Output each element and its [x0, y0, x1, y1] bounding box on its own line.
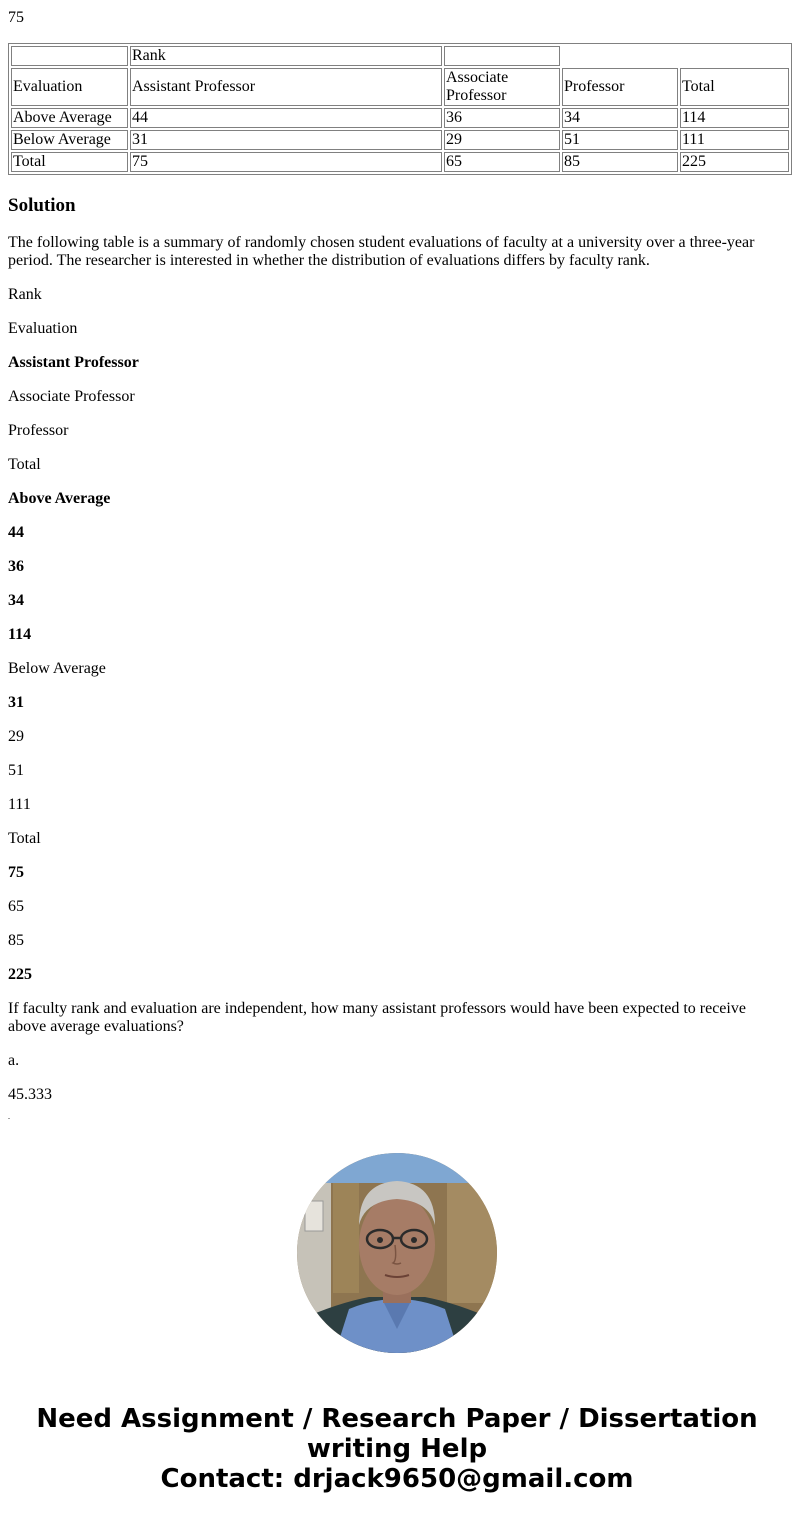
list-item: 75	[8, 864, 24, 881]
rank-evaluation-table	[8, 43, 792, 175]
table-cell: Associate Professor	[444, 68, 560, 106]
list-item: 31	[8, 694, 24, 711]
stray-dot: .	[8, 1112, 10, 1121]
list-item: 225	[8, 966, 32, 983]
list-item: Total	[8, 830, 41, 847]
list-item: 65	[8, 898, 24, 915]
list-item: 44	[8, 524, 24, 541]
table-row	[11, 68, 789, 106]
table-cell: 51	[562, 130, 678, 150]
list-item: Above Average	[8, 490, 111, 507]
list-item: 34	[8, 592, 24, 609]
list-item: Associate Professor	[8, 388, 135, 405]
table-cell: 36	[444, 108, 560, 128]
table-cell: 65	[444, 152, 560, 172]
list-item: Total	[8, 456, 41, 473]
list-item: Assistant Professor	[8, 354, 139, 371]
table-cell: Below Average	[11, 130, 128, 150]
table-cell: 31	[130, 130, 442, 150]
list-item: 29	[8, 728, 24, 745]
table-row	[11, 152, 789, 172]
option-label: a.	[8, 1052, 20, 1069]
table-cell: 34	[562, 108, 678, 128]
table-cell: Assistant Professor	[130, 68, 442, 106]
avatar	[297, 1153, 497, 1353]
table-row	[11, 130, 789, 150]
table-cell: 114	[680, 108, 789, 128]
table-cell: Total	[680, 68, 789, 106]
table-cell: 29	[444, 130, 560, 150]
table-cell: 85	[562, 152, 678, 172]
table-cell	[11, 46, 128, 66]
list-item: 111	[8, 796, 31, 813]
list-item: 114	[8, 626, 32, 643]
person-portrait-image	[297, 1153, 497, 1353]
banner-line-2: writing Help	[306, 1434, 488, 1464]
table-cell: 225	[680, 152, 789, 172]
top-number: 75	[8, 9, 24, 26]
table-row	[11, 108, 789, 128]
table-cell: 111	[680, 130, 789, 150]
banner-line-1: Need Assignment / Research Paper / Dissertation	[36, 1404, 758, 1434]
table-cell: 44	[130, 108, 442, 128]
table-cell: Total	[11, 152, 128, 172]
table-cell: Rank	[130, 46, 442, 66]
solution-heading: Solution	[8, 195, 76, 216]
question-text: If faculty rank and evaluation are independent, how many assistant professors would have been expected to receive above average evaluations?	[8, 1000, 746, 1035]
table-cell: Evaluation	[11, 68, 128, 106]
list-item: Below Average	[8, 660, 106, 677]
option-value: 45.333	[8, 1086, 52, 1103]
list-item: 36	[8, 558, 24, 575]
list-item: 51	[8, 762, 24, 779]
table-cell: Professor	[562, 68, 678, 106]
table-cell	[444, 46, 560, 66]
list-item: Evaluation	[8, 320, 78, 337]
list-item: Professor	[8, 422, 69, 439]
table-header-row	[11, 46, 789, 66]
list-item: Rank	[8, 286, 42, 303]
banner-contact-line: Contact: drjack9650@gmail.com	[160, 1464, 634, 1494]
table-cell: 75	[130, 152, 442, 172]
intro-paragraph: The following table is a summary of randomly chosen student evaluations of faculty at a university over a three-year period. The researcher is interested in whether the distribution of evaluations differs by faculty rank.	[8, 234, 755, 269]
list-item: 85	[8, 932, 24, 949]
table-empty-cell	[562, 46, 789, 66]
contact-banner	[0, 1404, 794, 1494]
table-cell: Above Average	[11, 108, 128, 128]
